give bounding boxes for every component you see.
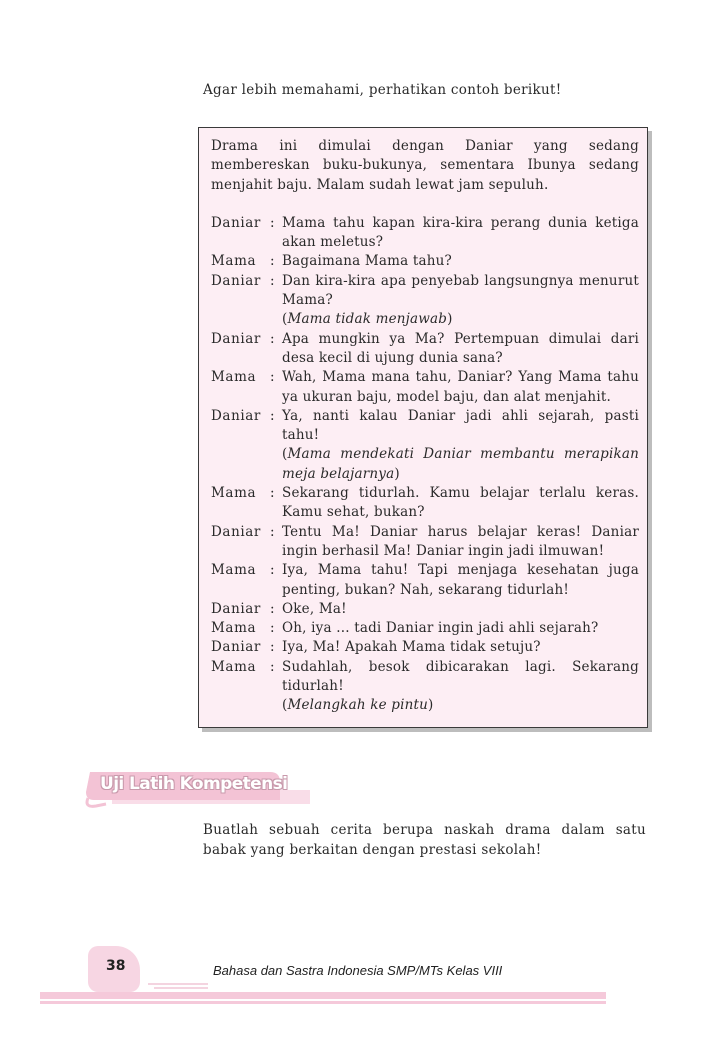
speaker-name: Mama [211,253,257,270]
speaker-name: Daniar [211,600,261,617]
drama-content [211,137,639,716]
dialogue-text [282,252,639,271]
spoken-text: Oke, Ma! [282,600,347,617]
task-text: Buatlah sebuah cerita berupa naskah drama dalam satu babak yang berkaitan dengan prestasi sekolah! [203,822,646,858]
dialogue-line [211,214,639,253]
spoken-text: Oh, iya ... tadi Daniar ingin jadi ahli sejarah? [282,620,599,637]
speaker-colon: : [270,330,275,347]
dialogue-text [282,561,639,600]
spoken-text: Iya, Mama tahu! Tapi menjaga kesehatan juga penting, bukan? Nah, sekarang tidurlah! [282,562,639,598]
footer-lines-icon [148,982,208,992]
dialogue-line [211,523,639,562]
speaker-colon: : [270,600,275,617]
dialogue-text [282,407,639,484]
speaker-colon: : [270,562,275,579]
stage-direction: (Mama mendekati Daniar membantu merapikan meja belajarnya) [282,446,639,482]
speaker-colon: : [270,253,275,270]
dialogue-line [211,330,639,369]
dialogue-line [211,407,639,484]
dialogue-text [282,658,639,716]
speaker-name: Daniar [211,407,261,424]
footer-bar-thin [40,1001,606,1004]
speaker-colon: : [270,658,275,675]
dialogue-list [211,214,639,716]
dialogue-line [211,600,639,619]
speaker-name: Daniar [211,214,261,231]
dialogue-line [211,252,639,271]
spoken-text: Iya, Ma! Apakah Mama tidak setuju? [282,639,541,656]
speaker-colon: : [270,485,275,502]
spoken-text: Wah, Mama mana tahu, Daniar? Yang Mama tahu ya ukuran baju, model baju, dan alat menjahit. [282,369,639,405]
speaker-name: Mama [211,485,257,502]
spoken-text: Dan kira-kira apa penyebab langsungnya menurut Mama? [282,272,639,309]
speaker-name: Mama [211,369,257,386]
dialogue-text [282,600,639,619]
dialogue-text [282,368,639,407]
speaker-name: Mama [211,620,257,637]
speaker-name: Mama [211,658,257,675]
page-number: 38 [106,958,126,974]
speaker-colon: : [270,523,275,540]
spoken-text: Sekarang tidurlah. Kamu belajar terlalu keras. Kamu sehat, bukan? [282,485,639,521]
book-title: Bahasa dan Sastra Indonesia SMP/MTs Kelas VIII [213,963,503,978]
dialogue-line [211,272,639,330]
dialogue-line [211,619,639,638]
dialogue-text [282,484,639,523]
speaker-name: Mama [211,562,257,579]
intro-text: Agar lebih memahami, perhatikan contoh berikut! [203,82,562,98]
spoken-text: Tentu Ma! Daniar harus belajar keras! Daniar ingin berhasil Ma! Daniar ingin jadi ilmuwan! [282,523,639,559]
dialogue-text [282,619,639,638]
dialogue-line [211,638,639,657]
dialogue-text [282,638,639,657]
dialogue-line [211,484,639,523]
drama-example-box [198,127,648,728]
stage-direction: (Mama tidak menjawab) [282,311,453,328]
dialogue-text [282,523,639,562]
section-banner [82,768,312,808]
speaker-colon: : [270,369,275,386]
dialogue-line [211,658,639,716]
stage-direction: (Melangkah ke pintu) [282,697,434,714]
scene-description: Drama ini dimulai dengan Daniar yang sedang membereskan buku-bukunya, sementara Ibunya sedang menjahit baju. Malam sudah lewat jam sepuluh. [211,138,639,193]
speaker-colon: : [270,214,275,231]
speaker-name: Daniar [211,639,261,656]
speaker-colon: : [270,272,275,289]
spoken-text: Apa mungkin ya Ma? Pertempuan dimulai dari desa kecil di ujung dunia sana? [282,330,639,366]
speaker-name: Daniar [211,523,261,540]
dialogue-text [282,330,639,369]
spoken-text: Sudahlah, besok dibicarakan lagi. Sekarang tidurlah! [282,658,639,695]
footer-bar [40,992,606,999]
spoken-text: Bagaimana Mama tahu? [282,253,452,270]
section-title: Uji Latih Kompetensi [100,774,288,794]
speaker-name: Daniar [211,330,261,347]
spoken-text: Mama tahu kapan kira-kira perang dunia ketiga akan meletus? [282,214,639,251]
speaker-name: Daniar [211,272,261,289]
stage-direction-text: Mama tidak menjawab [287,311,448,328]
spoken-text: Ya, nanti kalau Daniar jadi ahli sejarah, pasti tahu! [282,407,639,444]
dialogue-line [211,368,639,407]
dialogue-line [211,561,639,600]
dialogue-text [282,214,639,253]
speaker-colon: : [270,407,275,424]
speaker-colon: : [270,639,275,656]
dialogue-text [282,272,639,330]
stage-direction-text: Mama mendekati Daniar membantu merapikan meja belajarnya [282,446,639,482]
speaker-colon: : [270,620,275,637]
stage-direction-text: Melangkah ke pintu [287,697,429,714]
